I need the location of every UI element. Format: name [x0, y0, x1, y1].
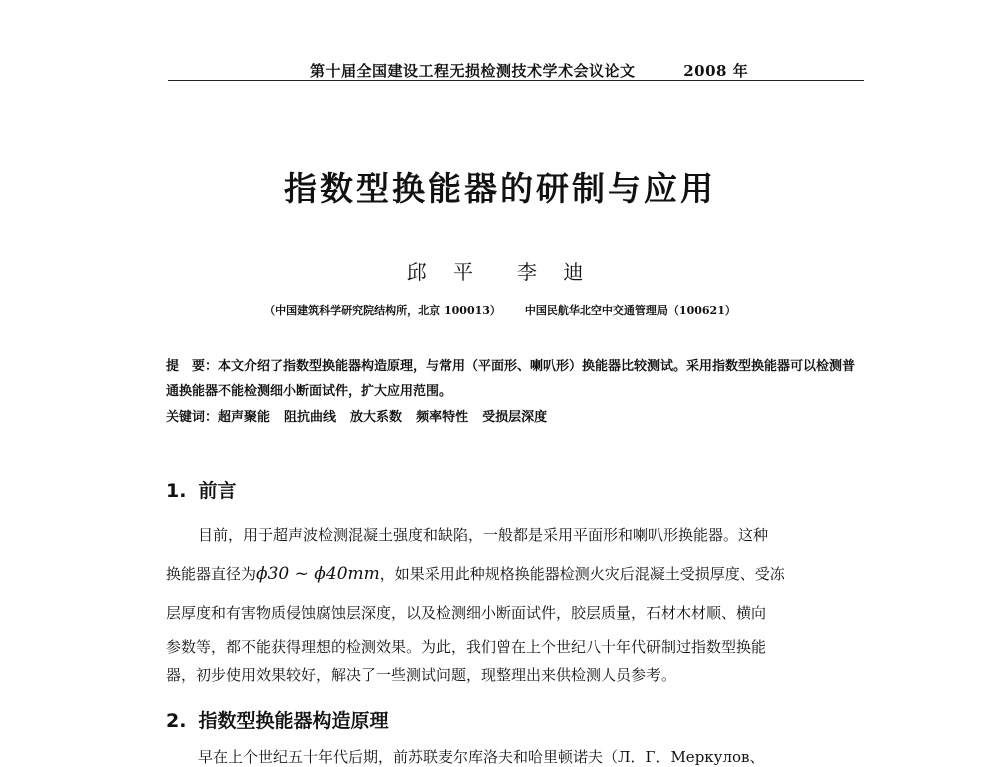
affiliation-1: （中国建筑科学研究院结构所，北京 100013） [264, 304, 501, 317]
keywords [166, 406, 866, 425]
section-title: 指数型换能器构造原理 [198, 710, 389, 732]
keyword: 放大系数 [350, 410, 403, 425]
abstract [166, 354, 866, 404]
running-header [310, 60, 748, 81]
author-1: 邱 平 [406, 260, 483, 284]
keyword: 受损层深度 [482, 410, 548, 425]
abstract-label: 提 要： [166, 359, 219, 374]
paragraph-line: 早在上个世纪五十年代后期，前苏联麦尔库洛夫和哈里顿诺夫（Л．Г．Меркулов、 [198, 748, 765, 766]
abstract-text: 本文介绍了指数型换能器构造原理，与常用（平面形、喇叭形）换能器比较测试。采用指数型换能器可以检测普通换能器不能检测细小断面试件，扩大应用范围。 [166, 359, 856, 399]
affiliations [0, 302, 1000, 318]
section-number: 1. [166, 480, 187, 502]
diameter-formula: ϕ30 ~ ϕ40mm [256, 564, 380, 584]
line-text: ，如果采用此种规格换能器检测火灾后混凝土受损厚度、受冻 [379, 565, 785, 583]
keywords-label: 关键词： [166, 410, 219, 425]
paragraph-line: 器，初步使用效果较好，解决了一些测试问题，现整理出来供检测人员参考。 [166, 666, 677, 684]
paper-title: 指数型换能器的研制与应用 [284, 169, 716, 208]
paragraph-line: 目前，用于超声波检测混凝土强度和缺陷，一般都是采用平面形和喇叭形换能器。这种 [198, 526, 769, 544]
affiliation-2: 中国民航华北空中交通管理局（100621） [524, 304, 736, 317]
line-text: 换能器直径为 [166, 565, 257, 583]
authors [0, 256, 1000, 285]
keyword: 阻抗曲线 [284, 410, 337, 425]
section-heading-2 [166, 706, 388, 733]
section-heading-1 [166, 476, 236, 503]
paragraph-line: 层厚度和有害物质侵蚀腐蚀层深度，以及检测细小断面试件，胶层质量，石材木材顺、横向 [166, 604, 767, 622]
proceedings-title: 第十届全国建设工程无损检测技术学术会议论文 [310, 62, 636, 80]
paragraph-line [166, 563, 866, 584]
author-2: 李 迪 [517, 260, 594, 284]
publication-year: 2008 年 [683, 62, 749, 80]
keyword: 超声聚能 [218, 410, 271, 425]
section-title: 前言 [198, 480, 237, 502]
section-number: 2. [166, 710, 187, 732]
header-rule [168, 80, 864, 81]
paragraph-line: 参数等，都不能获得理想的检测效果。为此，我们曾在上个世纪八十年代研制过指数型换能 [166, 638, 767, 656]
keyword: 频率特性 [416, 410, 469, 425]
